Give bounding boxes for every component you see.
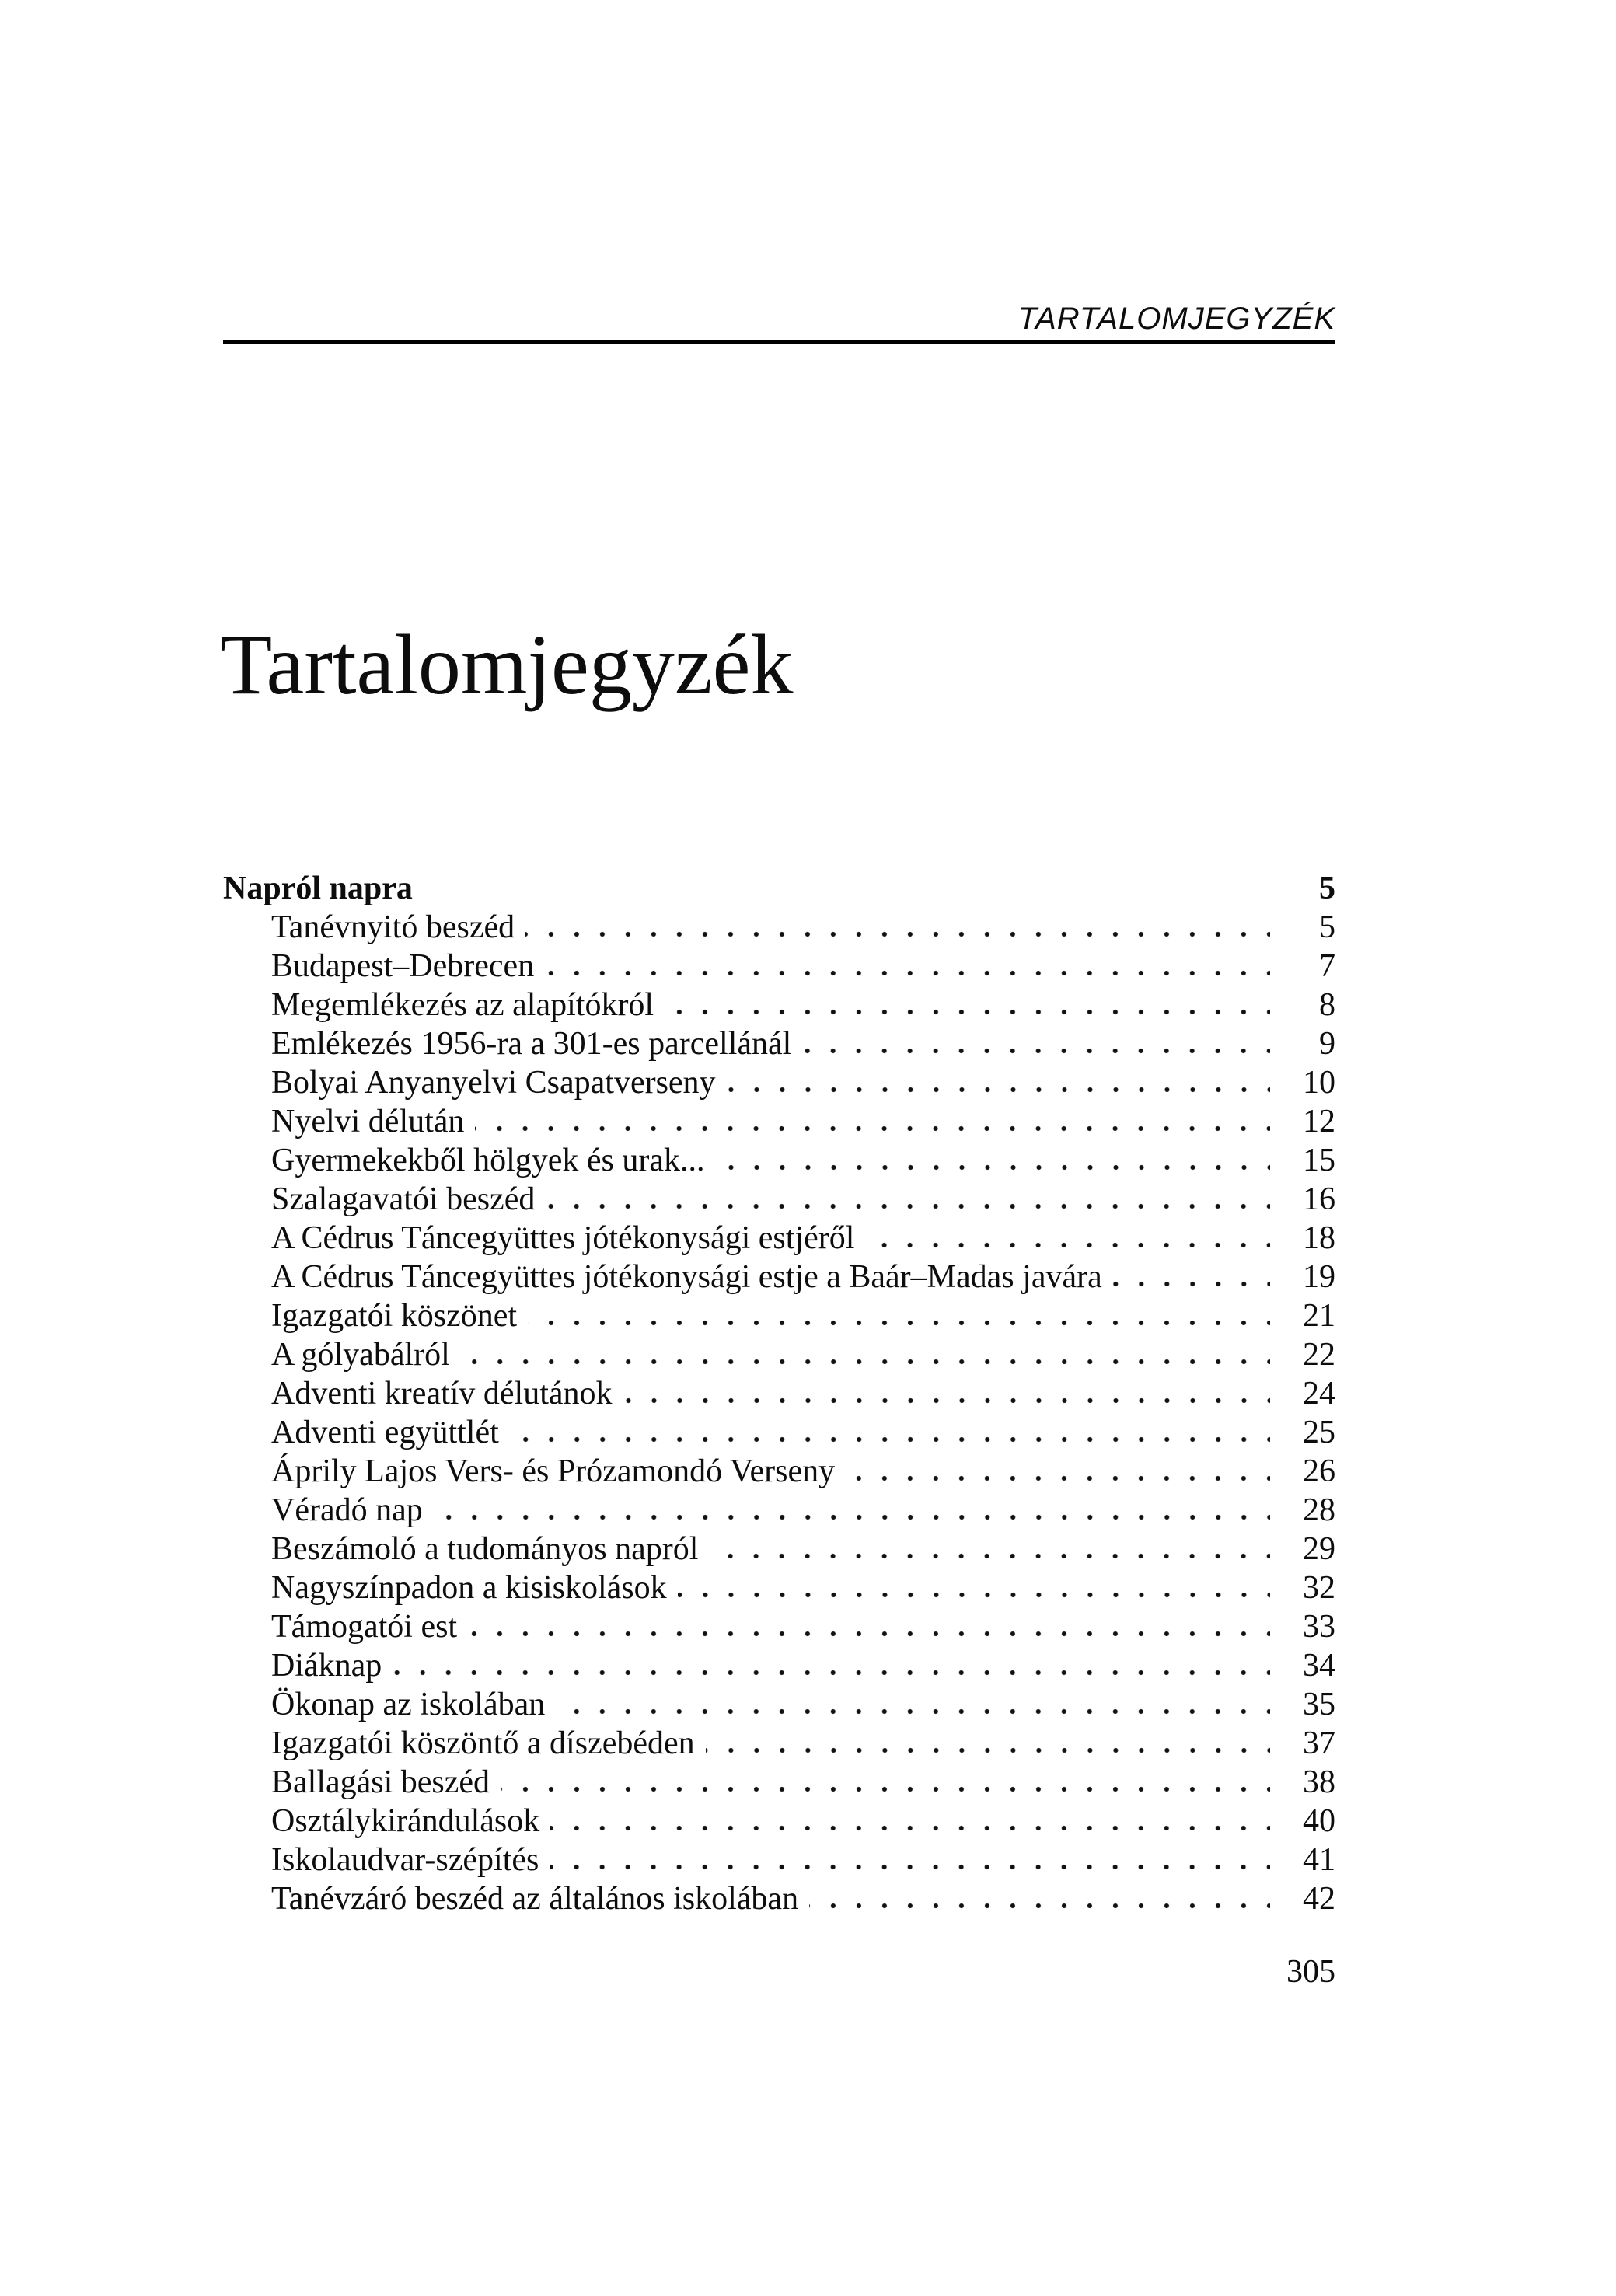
toc-entry-page: 26: [1303, 1453, 1335, 1489]
toc-entry-page: 38: [1303, 1764, 1335, 1800]
running-header: [223, 303, 1335, 334]
toc-entry-page: 16: [1303, 1181, 1335, 1217]
toc-entry-row: [223, 1141, 1335, 1180]
toc-entry-row: [223, 1374, 1335, 1413]
toc-leader-dots: [501, 1783, 1270, 1792]
toc-entry-row: [223, 1219, 1335, 1258]
toc-leader-dots: [475, 1122, 1270, 1132]
page-footer: [223, 1952, 1335, 1991]
toc-entry-label: Beszámoló a tudományos napról: [271, 1531, 699, 1567]
toc-entry-label: Diáknap: [271, 1648, 382, 1684]
toc-entry-page: 5: [1319, 909, 1335, 945]
toc-entry-row: [223, 1802, 1335, 1841]
toc-entry-page: 7: [1319, 948, 1335, 984]
toc-entry-label: Igazgatói köszöntő a díszebéden: [271, 1725, 695, 1761]
toc-entry-row: [223, 1335, 1335, 1374]
toc-entry-label: Osztálykirándulások: [271, 1803, 540, 1839]
toc-leader-dots: [623, 1394, 1270, 1404]
toc-leader-dots: [809, 1900, 1270, 1909]
toc-section-page: 5: [1319, 871, 1335, 906]
toc-leader-dots: [468, 1628, 1270, 1637]
toc-entry-row: [223, 1607, 1335, 1646]
toc-entry-row: [223, 1841, 1335, 1879]
toc-leader-dots: [550, 1822, 1270, 1831]
toc-list: [223, 869, 1335, 1918]
toc-entry-page: 18: [1303, 1220, 1335, 1256]
toc-entry-row: [223, 1413, 1335, 1452]
toc-leader-dots: [461, 1356, 1270, 1365]
toc-entry-row: [223, 1063, 1335, 1102]
toc-entry-page: 32: [1303, 1570, 1335, 1606]
toc-entry-label: Ökonap az iskolában: [271, 1687, 546, 1722]
toc-leader-dots: [727, 1083, 1270, 1093]
toc-section-row: [223, 869, 1335, 908]
toc-leader-dots: [709, 1550, 1270, 1559]
toc-entry-label: A Cédrus Táncegyüttes jótékonysági estjéről: [271, 1220, 855, 1256]
toc-entry-page: 15: [1303, 1143, 1335, 1178]
toc-entry-label: Adventi együttlét: [271, 1415, 499, 1450]
toc-entry-page: 29: [1303, 1531, 1335, 1567]
toc-entry-page: 28: [1303, 1492, 1335, 1528]
toc-entry-label: Tanévnyitó beszéd: [271, 909, 515, 945]
running-header-title: TARTALOMJEGYZÉK: [1017, 302, 1335, 336]
toc-leader-dots: [546, 1200, 1270, 1209]
toc-entry-label: Adventi kreatív délutánok: [271, 1376, 613, 1411]
toc-leader-dots: [556, 1705, 1270, 1715]
toc-entry-label: Nagyszínpadon a kisiskolások: [271, 1570, 667, 1606]
toc-entry-row: [223, 1102, 1335, 1141]
toc-entry-page: 25: [1303, 1415, 1335, 1450]
page-number: 305: [1286, 1954, 1335, 1990]
toc-leader-dots: [525, 928, 1270, 937]
toc-leader-dots: [434, 1511, 1270, 1520]
toc-entry-page: 24: [1303, 1376, 1335, 1411]
toc-entry-page: 41: [1303, 1842, 1335, 1878]
toc-entry-row: [223, 1452, 1335, 1491]
toc-entry-label: A gólyabálról: [271, 1337, 450, 1373]
toc-entry-page: 35: [1303, 1687, 1335, 1722]
toc-leader-dots: [393, 1666, 1270, 1676]
toc-section-label: Napról napra: [223, 871, 413, 906]
toc-leader-dots: [1113, 1278, 1270, 1287]
toc-entry-label: A Cédrus Táncegyüttes jótékonysági estje a Baár–Madas javára: [271, 1259, 1102, 1295]
toc-entry-label: Igazgatói köszönet: [271, 1298, 518, 1334]
toc-leader-dots: [716, 1161, 1270, 1171]
toc-entry-row: [223, 1296, 1335, 1335]
toc-entry-label: Szalagavatói beszéd: [271, 1181, 536, 1217]
toc-entry-label: Tanévzáró beszéd az általános iskolában: [271, 1881, 799, 1917]
toc-leader-dots: [510, 1433, 1270, 1443]
toc-entry-label: Budapest–Debrecen: [271, 948, 535, 984]
toc-entry-page: 19: [1303, 1259, 1335, 1295]
toc-entry-label: Véradó nap: [271, 1492, 423, 1528]
toc-leader-dots: [528, 1317, 1270, 1326]
toc-entry-row: [223, 1685, 1335, 1724]
toc-entry-row: [223, 1491, 1335, 1530]
toc-entry-page: 8: [1319, 987, 1335, 1023]
toc-entry-page: 37: [1303, 1725, 1335, 1761]
toc-leader-dots: [802, 1045, 1270, 1054]
toc-entry-page: 33: [1303, 1609, 1335, 1645]
toc-entry-label: Nyelvi délután: [271, 1104, 465, 1139]
toc-entry-page: 21: [1303, 1298, 1335, 1334]
toc-leader-dots: [545, 967, 1270, 976]
toc-entry-page: 12: [1303, 1104, 1335, 1139]
toc-entry-row: [223, 1724, 1335, 1763]
toc-entry-label: Emlékezés 1956-ra a 301-es parcellánál: [271, 1026, 792, 1062]
toc-entry-page: 9: [1319, 1026, 1335, 1062]
toc-entry-label: Támogatói est: [271, 1609, 458, 1645]
toc-entry-label: Ballagási beszéd: [271, 1764, 490, 1800]
toc-leader-dots: [846, 1472, 1270, 1481]
toc-entry-page: 22: [1303, 1337, 1335, 1373]
toc-entry-page: 34: [1303, 1648, 1335, 1684]
toc-entry-row: [223, 947, 1335, 986]
toc-entry-label: Megemlékezés az alapítókról: [271, 987, 654, 1023]
toc-leader-dots: [424, 889, 1270, 899]
toc-entry-label: Bolyai Anyanyelvi Csapatverseny: [271, 1065, 716, 1101]
toc-entry-row: [223, 1763, 1335, 1802]
toc-entry-page: 40: [1303, 1803, 1335, 1839]
toc-entry-row: [223, 908, 1335, 947]
toc-entry-label: Áprily Lajos Vers- és Prózamondó Verseny: [271, 1453, 836, 1489]
toc-leader-dots: [706, 1744, 1270, 1753]
chapter-title: Tartalomjegyzék: [220, 617, 794, 712]
header-rule: [223, 340, 1335, 344]
toc-leader-dots: [550, 1861, 1270, 1870]
toc-entry-row: [223, 1258, 1335, 1296]
toc-entry-row: [223, 1879, 1335, 1918]
toc-entry-row: [223, 1646, 1335, 1685]
toc-entry-row: [223, 1530, 1335, 1568]
toc-entry-row: [223, 986, 1335, 1024]
toc-entry-label: Iskolaudvar-szépítés: [271, 1842, 539, 1878]
toc-entry-row: [223, 1024, 1335, 1063]
toc-entry-page: 10: [1303, 1065, 1335, 1101]
toc-entry-page: 42: [1303, 1881, 1335, 1917]
toc-entry-row: [223, 1180, 1335, 1219]
toc-entry-label: Gyermekekből hölgyek és urak...: [271, 1143, 705, 1178]
toc-leader-dots: [665, 1006, 1270, 1015]
toc-leader-dots: [865, 1239, 1270, 1248]
toc-leader-dots: [678, 1589, 1270, 1598]
toc-entry-row: [223, 1568, 1335, 1607]
